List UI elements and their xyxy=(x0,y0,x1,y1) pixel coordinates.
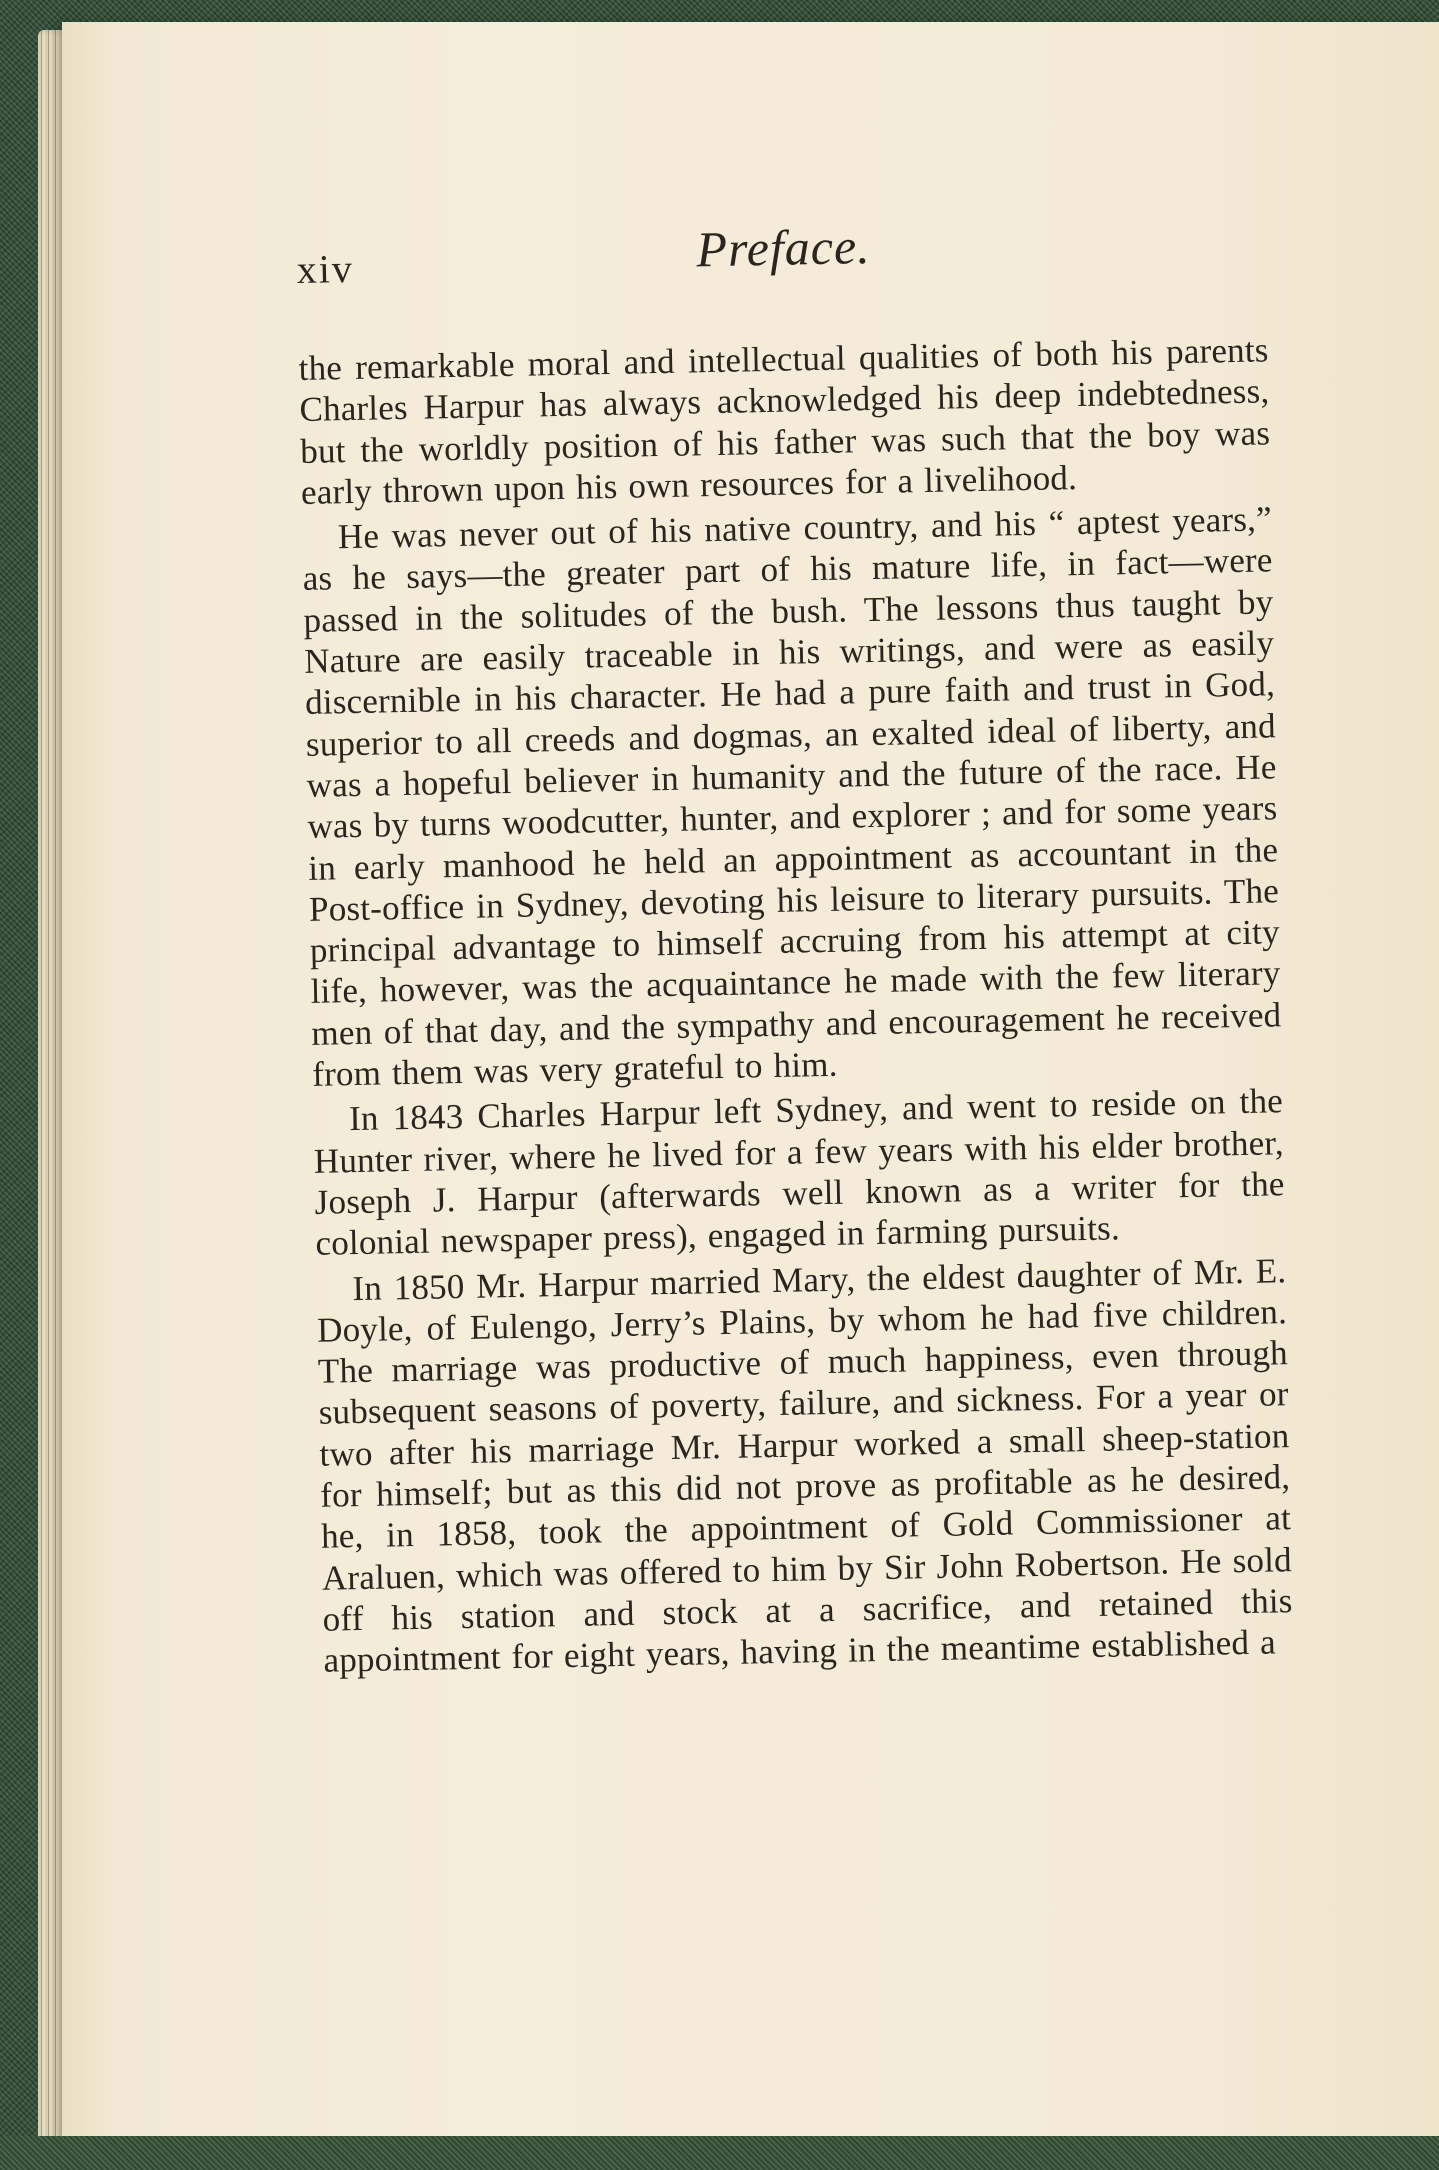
page-number: xiv xyxy=(296,245,355,292)
paragraph-2: He was never out of his native country, and his “ aptest years,” as he says—the greater part of his mature life, in fact—were passed in the solitudes of the bush. The lessons thus taught by Nature are easily traceable in his writings, and were as easily discernible in his character. He had a pure faith and trust in God, superior to all creeds and dogmas, an exalted ideal of liberty, and was a hopeful believer in humanity and the future of the race. He was by turns woodcutter, hunter, and explorer ; and for some years in early manhood he held an appointment as accountant in the Post-office in Sydney, devoting his leisure to literary pursuits. The principal advantage to himself accruing from his attempt at city life, however, was the acquaintance he made with the few literary men of that day, and the sympathy and encouragement he received from them was very grateful to him. xyxy=(302,499,1282,1094)
page-text-block xyxy=(296,209,1294,1685)
paragraph-3: In 1843 Charles Harpur left Sydney, and went to reside on the Hunter river, where he lived for a few years with his elder brother, Joseph J. Harpur (afterwards well known as a writer for the colonial newspaper press), engaged in farming pursuits. xyxy=(313,1081,1285,1264)
paragraph-1: the remarkable moral and intellectual qualities of both his parents Charles Harpur has always acknowledged his deep indebtedness, but the worldly position of his father was such that the boy was early thrown upon his own resources for a livelihood. xyxy=(298,330,1271,512)
running-title: Preface. xyxy=(695,217,872,278)
cover-bottom-edge xyxy=(0,2136,1439,2170)
paragraph-4: In 1850 Mr. Harpur married Mary, the eldest daughter of Mr. E. Doyle, of Eulengo, Jerry’s Plains, by whom he had five children. The marriage was productive of much happiness, even through subsequent seasons of poverty, failure, and sickness. For a year or two after his marriage Mr. Harpur worked a small sheep-station for himself; but as this did not prove as profitable as he desired, he, in 1858, took the appointment of Gold Commissioner at Araluen, which was offered to him by Sir John Robertson. He sold off his station and stock at a sacrifice, and retained this appointment for eight years, having in the meantime established a xyxy=(316,1250,1293,1680)
